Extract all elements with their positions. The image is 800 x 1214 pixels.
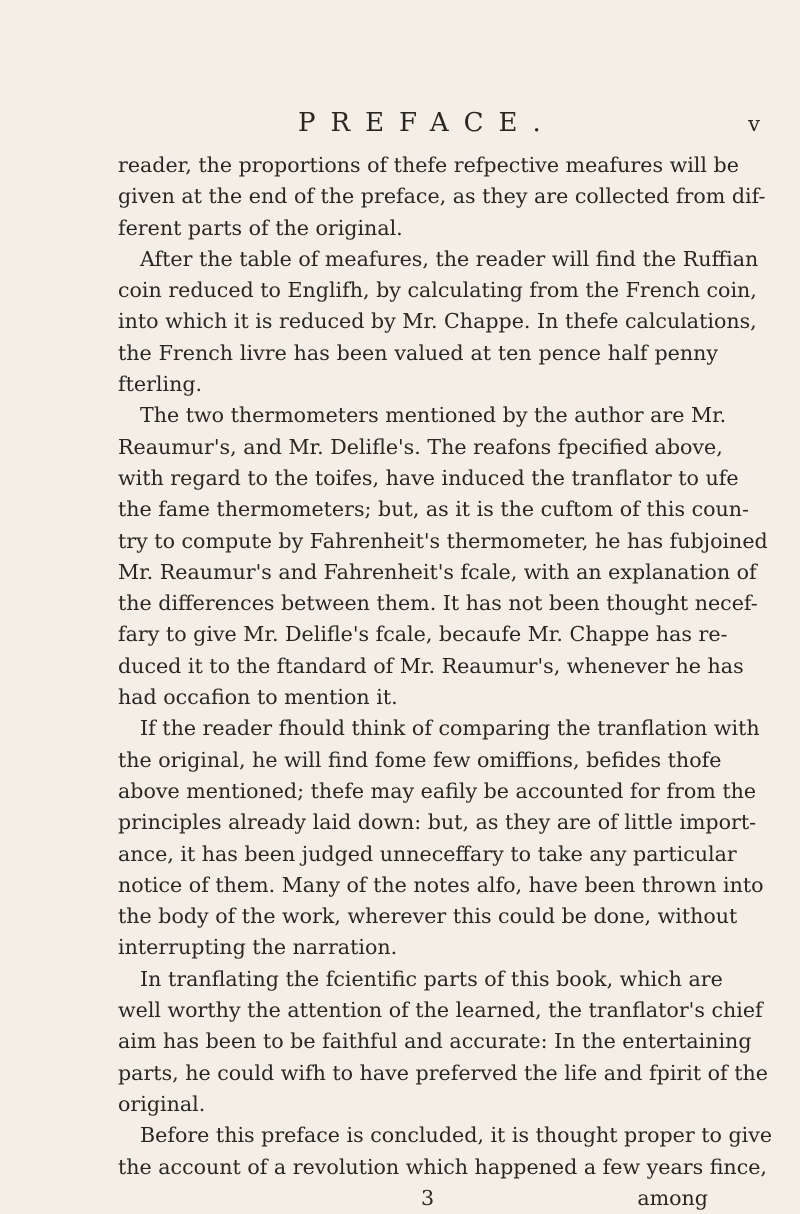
text-line: If the reader fhould think of comparing the tranflation with <box>140 716 760 741</box>
text-line: After the table of meafures, the reader will find the Ruffian <box>140 246 759 271</box>
footer-row <box>118 1183 718 1214</box>
text-line: the differences between them. It has not been thought necef- <box>118 591 758 616</box>
text-line: Mr. Reaumur's and Fahrenheit's fcale, with an explanation of <box>118 559 757 584</box>
text-line: principles already laid down: but, as they are of little import- <box>118 810 757 835</box>
text-line: the body of the work, wherever this could be done, without <box>118 904 738 929</box>
text-line: into which it is reduced by Mr. Chappe. In thefe calculations, <box>118 309 757 334</box>
text-line: fterling. <box>118 372 203 397</box>
body-text <box>118 150 773 1214</box>
text-line: duced it to the ftandard of Mr. Reaumur's, whenever he has <box>118 653 744 678</box>
text-line: The two thermometers mentioned by the author are Mr. <box>140 403 727 428</box>
text-line: the fame thermometers; but, as it is the cuftom of this coun- <box>118 497 749 522</box>
text-line: Reaumur's, and Mr. Delifle's. The reafons fpecified above, <box>118 434 723 459</box>
text-line: well worthy the attention of the learned, the tranflator's chief <box>118 998 763 1023</box>
text-line: had occafion to mention it. <box>118 685 398 710</box>
text-line: the French livre has been valued at ten pence half penny <box>118 340 718 365</box>
text-line: given at the end of the preface, as they are collected from dif- <box>118 184 766 209</box>
text-line: ferent parts of the original. <box>118 215 403 240</box>
text-line: parts, he could wifh to have preferved the life and fpirit of the <box>118 1060 768 1085</box>
text-line: ance, it has been judged unneceffary to take any particular <box>118 841 737 866</box>
text-line: aim has been to be faithful and accurate: In the entertaining <box>118 1029 752 1054</box>
text-line: try to compute by Fahrenheit's thermometer, he has fubjoined <box>118 528 768 553</box>
text-line: the original, he will find fome few omiffions, befides thofe <box>118 747 722 772</box>
page-number: v <box>748 112 760 136</box>
text-line: Before this preface is concluded, it is thought proper to give <box>140 1123 773 1148</box>
text-line: the account of a revolution which happened a few years fince, <box>118 1154 767 1179</box>
text-line: original. <box>118 1091 206 1116</box>
text-line: coin reduced to Englifh, by calculating from the French coin, <box>118 278 757 303</box>
text-line: notice of them. Many of the notes alfo, have been thrown into <box>118 872 764 897</box>
text-line: fary to give Mr. Delifle's fcale, becaufe Mr. Chappe has re- <box>118 622 728 647</box>
text-line: reader, the proportions of thefe refpective meafures will be <box>118 153 739 177</box>
running-head <box>120 108 760 142</box>
text-line: above mentioned; thefe may eafily be accounted for from the <box>118 778 757 803</box>
text-line: with regard to the toifes, have induced the tranflator to ufe <box>118 465 739 490</box>
signature-mark: 3 <box>421 1185 435 1210</box>
page-title: PREFACE. <box>298 108 556 138</box>
catchword: among <box>637 1185 708 1210</box>
text-line: In tranflating the fcientific parts of this book, which are <box>140 966 723 991</box>
text-line: interrupting the narration. <box>118 935 398 960</box>
